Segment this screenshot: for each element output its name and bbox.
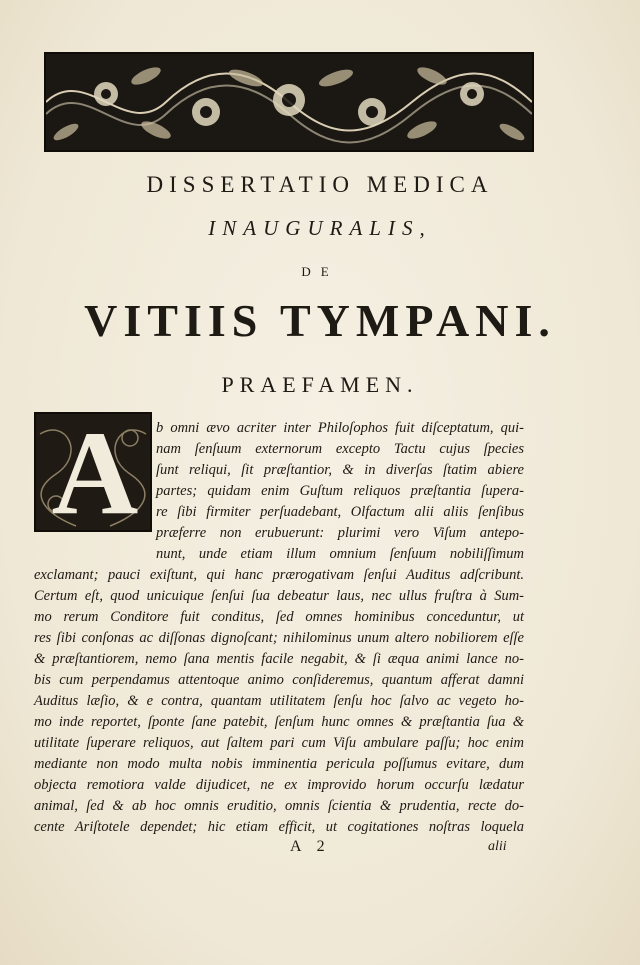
text-line: ſunt reliqui, ſit præſtantior, & in diverſas ſtatim abiere — [156, 462, 524, 478]
text-line: Auditus læſio, & e contra, quantam utilitatem ſenſu hoc ſalvo ac vegeto ho- — [34, 693, 524, 709]
inauguralis-line: INAUGURALIS, — [208, 216, 432, 240]
ornamental-initial — [34, 412, 152, 532]
text-line: & præſtantiorem, nemo ſana mentis facile negabit, & ſi æqua animi lance no- — [34, 651, 524, 667]
text-line: mediante non modo multa nobis imminentia pericula poſſumus evitare, dum — [34, 756, 524, 772]
catchword: alii — [488, 839, 507, 854]
text-line: res ſibi conſonas ac diſſonas dignoſcant; nihilominus unum altero nobiliorem eſſe — [34, 630, 524, 646]
text-line: mo inde reportet, ſponte ſane patebit, ſenſum hunc omnes & præſtantia ſua & — [34, 714, 524, 730]
text-line: utilitate ſuperare reliquos, aut ſaltem pari cum Viſu ambulare paſſu; hoc enim — [34, 735, 524, 751]
text-line: objecta remotiora valde dijudicet, ne ex improvido horum occurſu lædatur — [34, 777, 524, 793]
text-line: partes; quidam enim Guſtum reliquos præſtantia ſupera- — [156, 483, 524, 499]
de-line: DE — [301, 264, 339, 279]
text-line: nunt, unde etiam illum omnium ſenſuum nobiliſſimum — [156, 546, 524, 562]
initial-letter: A — [51, 412, 139, 532]
section-heading: PRAEFAMEN. — [221, 372, 419, 397]
text-line: mo rerum Conditore fuit conditus, ſed omnes hominibus conceduntur, ut — [34, 609, 524, 625]
text-line: exclamant; pauci exiſtunt, qui hanc prærogativam ſenſui Auditus adſcribunt. — [34, 567, 524, 583]
dissertation-title: DISSERTATIO MEDICA — [146, 172, 494, 197]
text-line: præferre non erubuerunt: plurimi vero Viſum antepo- — [156, 525, 524, 541]
text-line: re ſibi firmiter perſuadebant, Olfactum alii aliis ſenſibus — [156, 504, 524, 520]
text-line: animal, ſed & ab hoc omnis eruditio, omnis ſcientia & prudentia, recte do- — [34, 798, 524, 814]
signature-mark: A 2 — [290, 838, 331, 855]
main-subject-title: VITIIS TYMPANI. — [84, 295, 556, 346]
text-line: nam ſenſuum externorum excepto Tactu cujus ſpecies — [156, 441, 524, 457]
floral-ornament-icon — [46, 54, 532, 150]
text-line: Certum eſt, quod unicuique ſenſui ſua debeatur laus, nec ullus fruſtra à Sum- — [34, 588, 524, 604]
floral-headpiece-ornament — [44, 52, 534, 152]
text-line: bis cum perpendamus attentoque animo conſideremus, quantum afferat damni — [34, 672, 524, 688]
text-line: b omni ævo acriter inter Philoſophos fuit diſceptatum, qui- — [156, 420, 524, 436]
text-line: cente Ariſtotele dependet; hic etiam efficit, ut cogitationes noſtras loquela — [34, 819, 524, 835]
